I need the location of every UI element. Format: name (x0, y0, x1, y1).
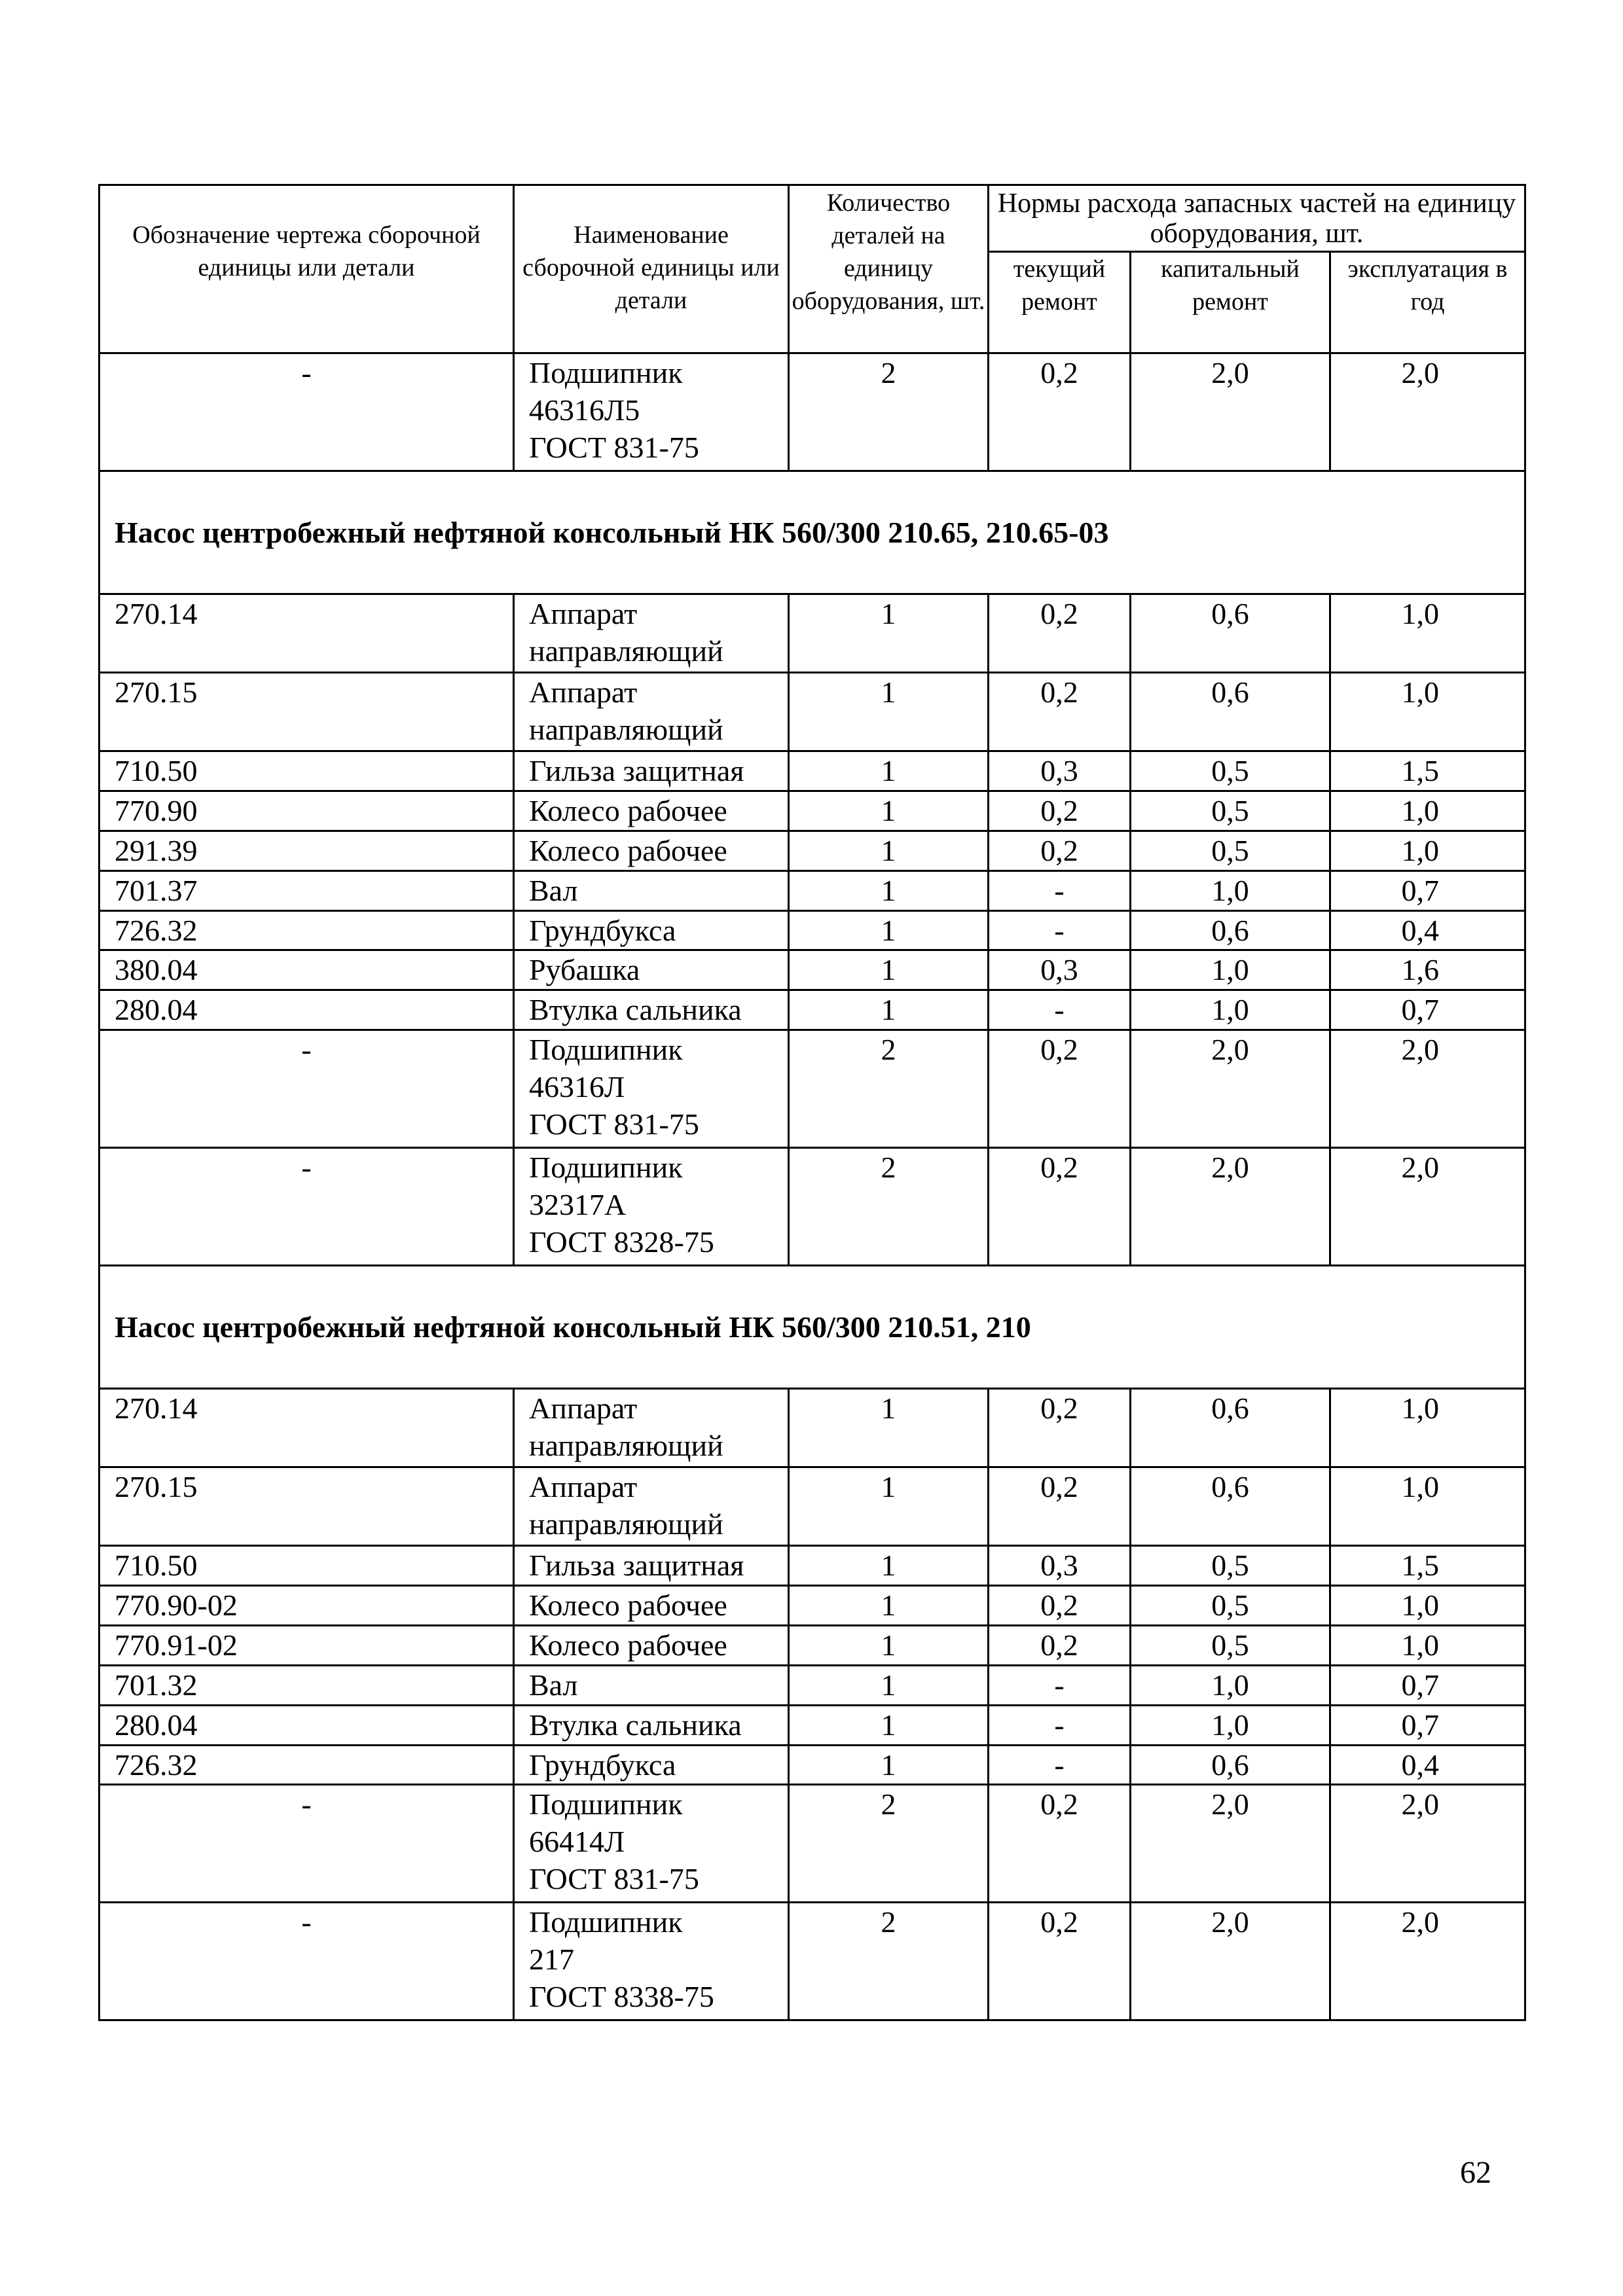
table-row (100, 1585, 1525, 1625)
norm-current-repair: 0,2 (989, 1467, 1131, 1546)
part-quantity: 1 (789, 1745, 989, 1785)
norm-annual-operation: 0,7 (1330, 1665, 1525, 1705)
table-row (100, 791, 1525, 831)
table-row (100, 751, 1525, 791)
norm-current-repair: - (989, 870, 1131, 910)
norm-annual-operation: 1,0 (1330, 594, 1525, 673)
norm-annual-operation: 2,0 (1330, 353, 1525, 471)
part-code: 710.50 (100, 751, 514, 791)
part-quantity: 1 (789, 990, 989, 1030)
part-name: Гильза защитная (514, 1546, 789, 1586)
part-name: Колесо рабочее (514, 1585, 789, 1625)
table-row (100, 1785, 1525, 1903)
norm-annual-operation: 0,4 (1330, 1745, 1525, 1785)
norm-annual-operation: 1,5 (1330, 751, 1525, 791)
norm-annual-operation: 0,7 (1330, 990, 1525, 1030)
section-heading-1 (100, 471, 1525, 594)
part-quantity: 1 (789, 831, 989, 870)
norm-annual-operation: 1,0 (1330, 831, 1525, 870)
part-name: Подшипник 46316Л ГОСТ 831-75 (514, 1030, 789, 1148)
table-row (100, 353, 1525, 471)
part-quantity: 2 (789, 1147, 989, 1265)
norm-current-repair: - (989, 990, 1131, 1030)
table-row (100, 1903, 1525, 2020)
part-quantity: 2 (789, 1903, 989, 2020)
norm-capital-repair: 1,0 (1131, 1665, 1330, 1705)
part-quantity: 1 (789, 1389, 989, 1467)
norm-current-repair: 0,3 (989, 1546, 1131, 1586)
part-name: Аппарат направляющий (514, 673, 789, 751)
norm-annual-operation: 0,7 (1330, 1705, 1525, 1745)
table-row (100, 831, 1525, 870)
header-annual-operation: эксплуатация в год (1330, 251, 1525, 353)
norm-current-repair: 0,2 (989, 353, 1131, 471)
part-code: 701.37 (100, 870, 514, 910)
norm-capital-repair: 2,0 (1131, 1785, 1330, 1903)
norm-capital-repair: 0,5 (1131, 831, 1330, 870)
norm-annual-operation: 1,5 (1330, 1546, 1525, 1586)
part-name: Вал (514, 1665, 789, 1705)
part-code: 280.04 (100, 990, 514, 1030)
norm-capital-repair: 0,5 (1131, 791, 1330, 831)
header-current-repair: текущий ремонт (989, 251, 1131, 353)
norm-capital-repair: 2,0 (1131, 1030, 1330, 1148)
table-row (100, 1546, 1525, 1586)
norm-current-repair: 0,2 (989, 791, 1131, 831)
norm-capital-repair: 0,6 (1131, 910, 1330, 950)
norm-current-repair: 0,3 (989, 751, 1131, 791)
part-code: - (100, 1785, 514, 1903)
norm-current-repair: 0,2 (989, 1903, 1131, 2020)
spare-parts-table (98, 184, 1526, 2021)
part-quantity: 1 (789, 950, 989, 990)
part-code: - (100, 1147, 514, 1265)
section-title: Насос центробежный нефтяной консольный НК 560/300 210.51, 210 (100, 1265, 1525, 1389)
table-row (100, 870, 1525, 910)
norm-current-repair: 0,2 (989, 1585, 1131, 1625)
part-code: 770.90-02 (100, 1585, 514, 1625)
norm-current-repair: - (989, 1665, 1131, 1705)
norm-annual-operation: 2,0 (1330, 1785, 1525, 1903)
part-code: - (100, 1903, 514, 2020)
norm-capital-repair: 1,0 (1131, 870, 1330, 910)
header-drawing-designation: Обозначение чертежа сборочной единицы или детали (100, 185, 514, 353)
part-quantity: 1 (789, 910, 989, 950)
header-capital-repair: капитальный ремонт (1131, 251, 1330, 353)
norm-annual-operation: 1,0 (1330, 1625, 1525, 1665)
part-name: Грундбукса (514, 910, 789, 950)
part-name: Колесо рабочее (514, 791, 789, 831)
norm-capital-repair: 0,5 (1131, 1585, 1330, 1625)
table-row (100, 950, 1525, 990)
part-name: Подшипник 66414Л ГОСТ 831-75 (514, 1785, 789, 1903)
norm-annual-operation: 1,0 (1330, 1389, 1525, 1467)
table-row (100, 1030, 1525, 1148)
part-quantity: 1 (789, 1546, 989, 1586)
section-heading-2 (100, 1265, 1525, 1389)
part-name: Вал (514, 870, 789, 910)
part-code: 701.32 (100, 1665, 514, 1705)
norm-current-repair: 0,2 (989, 1030, 1131, 1148)
table-row (100, 990, 1525, 1030)
part-name: Грундбукса (514, 1745, 789, 1785)
part-quantity: 1 (789, 594, 989, 673)
part-code: 270.15 (100, 1467, 514, 1546)
norm-capital-repair: 1,0 (1131, 990, 1330, 1030)
header-quantity: Количество деталей на единицу оборудования, шт. (789, 185, 989, 353)
table-row (100, 1705, 1525, 1745)
part-quantity: 2 (789, 1030, 989, 1148)
table-row (100, 1467, 1525, 1546)
norm-annual-operation: 1,0 (1330, 1585, 1525, 1625)
norm-current-repair: 0,2 (989, 1147, 1131, 1265)
part-quantity: 1 (789, 870, 989, 910)
norm-current-repair: 0,2 (989, 1389, 1131, 1467)
norm-annual-operation: 1,0 (1330, 1467, 1525, 1546)
part-name: Аппарат направляющий (514, 594, 789, 673)
part-quantity: 1 (789, 791, 989, 831)
table-row (100, 1389, 1525, 1467)
norm-annual-operation: 1,6 (1330, 950, 1525, 990)
norm-current-repair: 0,2 (989, 594, 1131, 673)
part-quantity: 1 (789, 751, 989, 791)
norm-current-repair: 0,2 (989, 1625, 1131, 1665)
norm-current-repair: 0,2 (989, 1785, 1131, 1903)
part-code: 726.32 (100, 1745, 514, 1785)
part-quantity: 2 (789, 353, 989, 471)
part-name: Гильза защитная (514, 751, 789, 791)
part-code: 270.14 (100, 1389, 514, 1467)
part-name: Колесо рабочее (514, 1625, 789, 1665)
norm-current-repair: 0,2 (989, 673, 1131, 751)
part-code: 270.14 (100, 594, 514, 673)
part-code: 380.04 (100, 950, 514, 990)
section-title: Насос центробежный нефтяной консольный НК 560/300 210.65, 210.65-03 (100, 471, 1525, 594)
part-code: 710.50 (100, 1546, 514, 1586)
norm-annual-operation: 2,0 (1330, 1903, 1525, 2020)
page-number: 62 (1460, 2155, 1491, 2190)
norm-annual-operation: 0,7 (1330, 870, 1525, 910)
part-name: Подшипник 32317А ГОСТ 8328-75 (514, 1147, 789, 1265)
part-quantity: 1 (789, 1585, 989, 1625)
table-row (100, 1625, 1525, 1665)
part-code: 726.32 (100, 910, 514, 950)
part-name: Аппарат направляющий (514, 1389, 789, 1467)
norm-capital-repair: 0,5 (1131, 1546, 1330, 1586)
part-name: Рубашка (514, 950, 789, 990)
norm-capital-repair: 0,6 (1131, 673, 1330, 751)
part-code: 770.90 (100, 791, 514, 831)
norm-annual-operation: 1,0 (1330, 791, 1525, 831)
norm-current-repair: 0,2 (989, 831, 1131, 870)
part-code: 270.15 (100, 673, 514, 751)
norm-current-repair: - (989, 1705, 1131, 1745)
norm-capital-repair: 0,6 (1131, 1745, 1330, 1785)
norm-annual-operation: 1,0 (1330, 673, 1525, 751)
part-name: Аппарат направляющий (514, 1467, 789, 1546)
part-quantity: 2 (789, 1785, 989, 1903)
norm-capital-repair: 0,5 (1131, 751, 1330, 791)
part-name: Подшипник 46316Л5 ГОСТ 831-75 (514, 353, 789, 471)
norm-annual-operation: 2,0 (1330, 1030, 1525, 1148)
norm-capital-repair: 0,6 (1131, 1467, 1330, 1546)
norm-current-repair: 0,3 (989, 950, 1131, 990)
part-name: Втулка сальника (514, 990, 789, 1030)
table-row (100, 1745, 1525, 1785)
part-code: 280.04 (100, 1705, 514, 1745)
part-code: 770.91-02 (100, 1625, 514, 1665)
norm-capital-repair: 1,0 (1131, 1705, 1330, 1745)
part-name: Колесо рабочее (514, 831, 789, 870)
part-quantity: 1 (789, 1467, 989, 1546)
table-row (100, 1147, 1525, 1265)
part-quantity: 1 (789, 1665, 989, 1705)
part-code: - (100, 353, 514, 471)
part-code: - (100, 1030, 514, 1148)
header-unit-name: Наименование сборочной единицы или детали (514, 185, 789, 353)
norm-annual-operation: 0,4 (1330, 910, 1525, 950)
table-row (100, 594, 1525, 673)
norm-capital-repair: 1,0 (1131, 950, 1330, 990)
header-norms-group: Нормы расхода запасных частей на единицу оборудования, шт. (989, 185, 1525, 252)
norm-capital-repair: 0,5 (1131, 1625, 1330, 1665)
part-name: Втулка сальника (514, 1705, 789, 1745)
norm-current-repair: - (989, 910, 1131, 950)
part-code: 291.39 (100, 831, 514, 870)
norm-capital-repair: 0,6 (1131, 594, 1330, 673)
norm-capital-repair: 2,0 (1131, 353, 1330, 471)
table-row (100, 673, 1525, 751)
part-quantity: 1 (789, 1625, 989, 1665)
norm-capital-repair: 0,6 (1131, 1389, 1330, 1467)
norm-capital-repair: 2,0 (1131, 1147, 1330, 1265)
norm-current-repair: - (989, 1745, 1131, 1785)
norm-capital-repair: 2,0 (1131, 1903, 1330, 2020)
norm-annual-operation: 2,0 (1330, 1147, 1525, 1265)
table-row (100, 1665, 1525, 1705)
part-name: Подшипник 217 ГОСТ 8338-75 (514, 1903, 789, 2020)
table-row (100, 910, 1525, 950)
part-quantity: 1 (789, 1705, 989, 1745)
part-quantity: 1 (789, 673, 989, 751)
